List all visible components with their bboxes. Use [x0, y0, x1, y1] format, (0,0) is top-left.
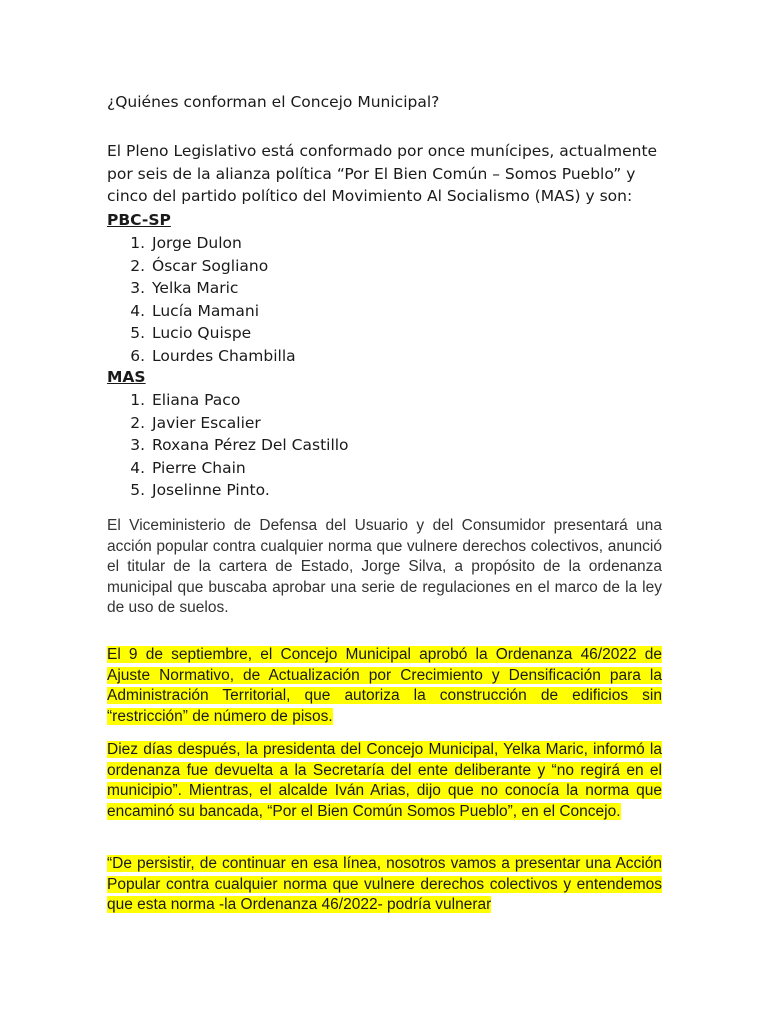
list-item — [107, 300, 296, 323]
member-name: Eliana Paco — [152, 391, 241, 409]
member-name: Roxana Pérez Del Castillo — [152, 436, 349, 454]
member-name: Lourdes Chambilla — [152, 346, 296, 365]
member-name: Javier Escalier — [152, 413, 261, 432]
list-number: 3. — [130, 436, 145, 454]
group-label-pbc-sp: PBC-SP — [107, 211, 171, 229]
list-item — [107, 255, 296, 278]
member-name: Yelka Maric — [152, 279, 239, 297]
list-number: 2. — [130, 413, 145, 432]
intro-paragraph: El Pleno Legislativo está conformado por once munícipes, actualmente por seis de la alianza política “Por El Bien Común – Somos Pueblo” y cinco del partido político del Movimiento Al Socialismo (MAS) y son: — [107, 142, 658, 205]
section-heading: ¿Quiénes conforman el Concejo Municipal? — [107, 93, 440, 111]
list-item — [107, 412, 349, 435]
member-name: Óscar Sogliano — [152, 256, 269, 275]
member-name: Joselinne Pinto. — [152, 481, 270, 499]
member-list-pbc-sp — [107, 232, 296, 367]
member-name: Lucía Mamani — [152, 301, 260, 320]
list-number: 2. — [130, 256, 145, 275]
paragraph-text: El Viceministerio de Defensa del Usuario y del Consumidor presentará una acción popular contra cualquier norma que vulnere derechos colectivos, anunció el titular de la cartera de Estado, Jorge Silva, a propósito de la ordenanza municipal que buscaba aprobar una serie de regulaciones en el marco de la ley de uso de suelos. — [107, 517, 662, 616]
highlighted-text: Diez días después, la presidenta del Concejo Municipal, Yelka Maric, informó la ordenanza fue devuelta a la Secretaría del ente deliberante y “no regirá en el municipio”. Mientras, el alcalde Iván Arias, dijo que no conocía la norma que encaminó su bancada, “Por el Bien Común Somos Pueblo”, en el Concejo. — [107, 741, 662, 820]
member-name: Lucio Quispe — [152, 324, 252, 342]
highlighted-text: El 9 de septiembre, el Concejo Municipal aprobó la Ordenanza 46/2022 de Ajuste Normativo, de Actualización por Crecimiento y Densificación para la Administración Territorial, que autoriza la construcción de edificios sin “restricción” de número de pisos. — [107, 646, 662, 725]
list-item — [107, 389, 349, 412]
list-item — [107, 322, 296, 345]
paragraph-2-highlighted — [107, 645, 662, 727]
list-item — [107, 457, 349, 480]
group-label-mas: MAS — [107, 368, 146, 386]
member-name: Jorge Dulon — [152, 234, 242, 252]
list-number: 1. — [130, 391, 145, 409]
list-number: 4. — [130, 458, 145, 477]
list-number: 1. — [130, 234, 145, 252]
list-item — [107, 479, 349, 502]
member-list-mas — [107, 389, 349, 502]
paragraph-1 — [107, 516, 662, 619]
list-item — [107, 277, 296, 300]
list-item — [107, 434, 349, 457]
paragraph-4-highlighted — [107, 854, 662, 916]
list-number: 5. — [130, 481, 145, 499]
list-number: 5. — [130, 324, 145, 342]
paragraph-3-highlighted — [107, 740, 662, 822]
highlighted-text: “De persistir, de continuar en esa línea, nosotros vamos a presentar una Acción Popular contra cualquier norma que vulnere derechos colectivos y entendemos que esta norma -la Ordenanza 46/2022- podría vulnerar — [107, 855, 662, 913]
list-item — [107, 345, 296, 368]
list-item — [107, 232, 296, 255]
list-number: 3. — [130, 279, 145, 297]
member-name: Pierre Chain — [152, 458, 246, 477]
list-number: 4. — [130, 301, 145, 320]
list-number: 6. — [130, 346, 145, 365]
